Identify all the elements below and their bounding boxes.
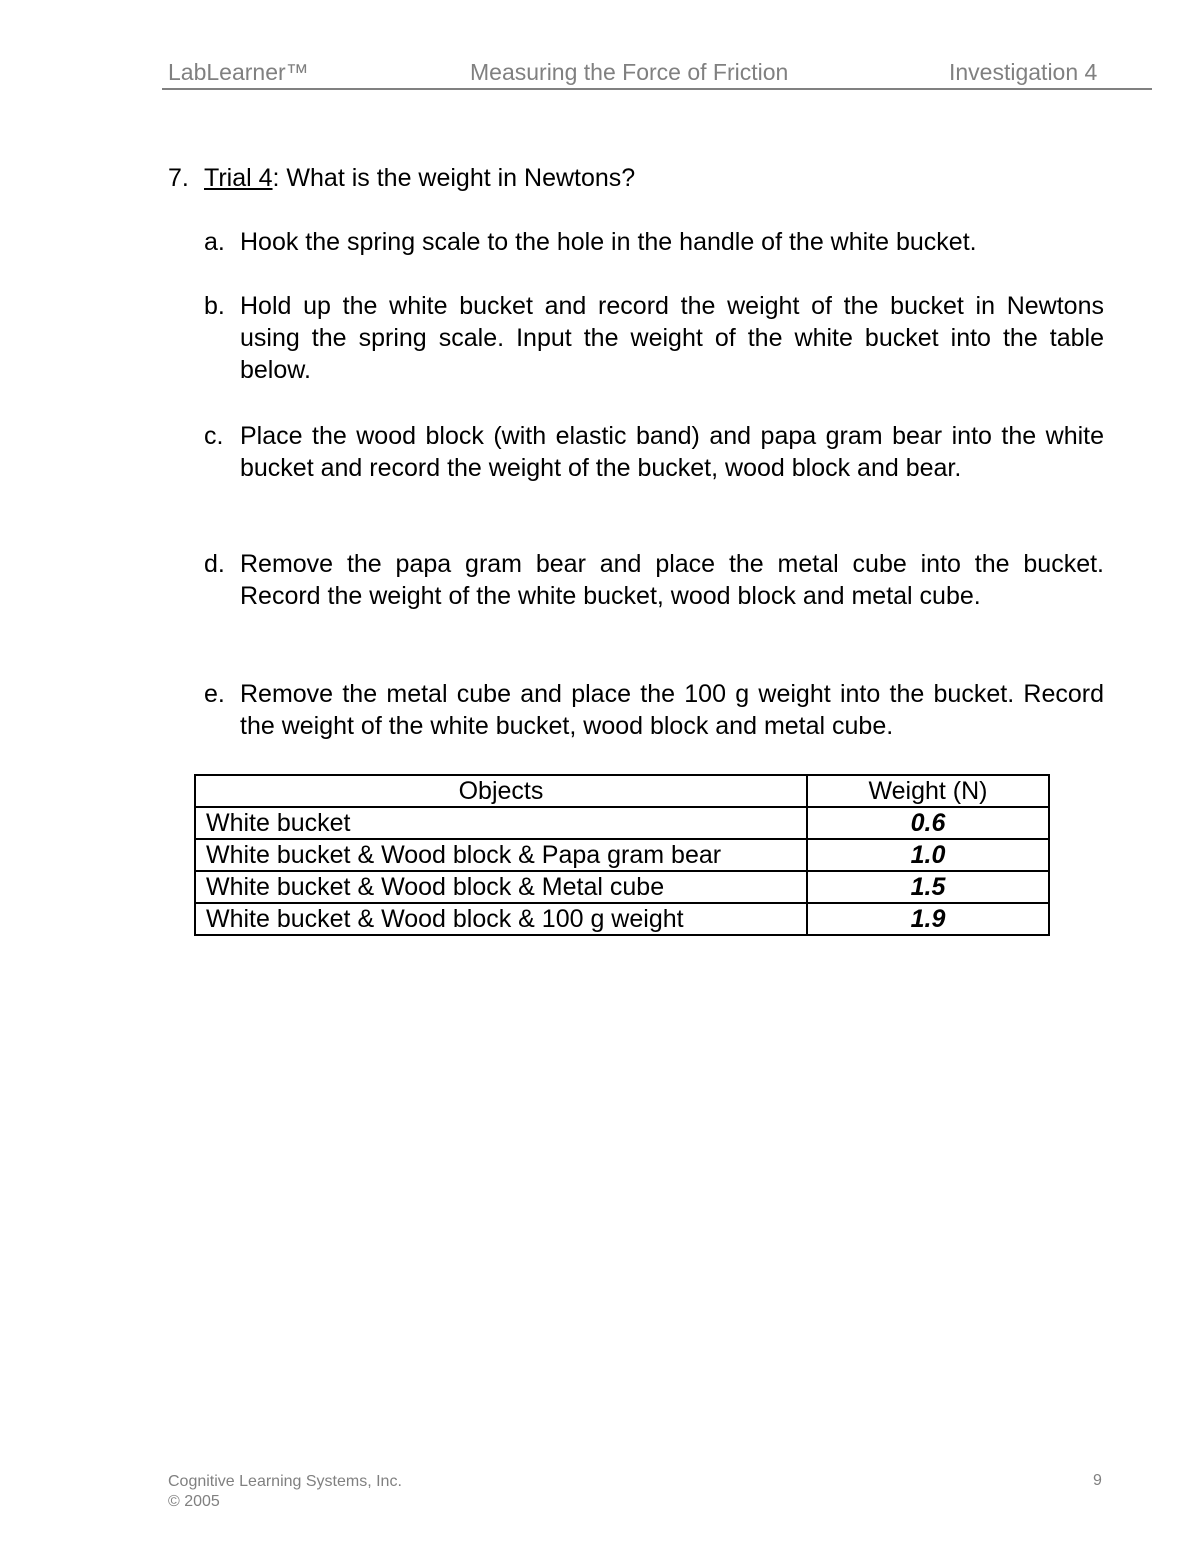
table-row bbox=[195, 807, 1049, 839]
step-number: 7. bbox=[168, 164, 189, 192]
object-cell: White bucket bbox=[195, 807, 807, 839]
header-brand: LabLearner™ bbox=[168, 59, 309, 85]
table-header-row bbox=[195, 775, 1049, 807]
footer-company: Cognitive Learning Systems, Inc. bbox=[168, 1473, 402, 1490]
item-text: Hook the spring scale to the hole in the handle of the white bucket. bbox=[240, 228, 977, 256]
instruction-item-d bbox=[204, 548, 1104, 612]
step-heading bbox=[168, 164, 635, 193]
item-text: Hold up the white bucket and record the weight of the bucket in Newtons using the spring scale. Input the weight of the white bucket into the table below. bbox=[240, 292, 1104, 384]
instruction-item-a bbox=[204, 226, 1104, 258]
table-row bbox=[195, 839, 1049, 871]
header-title: Measuring the Force of Friction bbox=[470, 59, 789, 85]
table-row bbox=[195, 871, 1049, 903]
step-question: : What is the weight in Newtons? bbox=[272, 164, 636, 192]
item-text: Remove the papa gram bear and place the metal cube into the bucket. Record the weight of the white bucket, wood block and metal cube. bbox=[240, 550, 1104, 610]
item-text: Remove the metal cube and place the 100 g weight into the bucket. Record the weight of the white bucket, wood block and metal cube. bbox=[240, 680, 1104, 740]
weight-cell: 1.9 bbox=[807, 903, 1049, 935]
object-cell: White bucket & Wood block & Metal cube bbox=[195, 871, 807, 903]
column-header-objects: Objects bbox=[195, 775, 807, 807]
instruction-item-b bbox=[204, 290, 1104, 386]
table-row bbox=[195, 903, 1049, 935]
weights-table bbox=[194, 774, 1050, 936]
object-cell: White bucket & Wood block & Papa gram bear bbox=[195, 839, 807, 871]
instruction-item-c bbox=[204, 420, 1104, 484]
item-letter: b. bbox=[204, 292, 225, 320]
column-header-weight: Weight (N) bbox=[807, 775, 1049, 807]
footer-copyright: © 2005 bbox=[168, 1493, 220, 1510]
instruction-item-e bbox=[204, 678, 1104, 742]
item-letter: d. bbox=[204, 550, 225, 578]
page-number: 9 bbox=[1093, 1472, 1102, 1489]
step-label: Trial 4 bbox=[204, 164, 273, 192]
weight-cell: 1.5 bbox=[807, 871, 1049, 903]
item-letter: e. bbox=[204, 680, 225, 708]
item-letter: a. bbox=[204, 228, 225, 256]
page-footer bbox=[168, 1472, 402, 1512]
weight-cell: 1.0 bbox=[807, 839, 1049, 871]
item-letter: c. bbox=[204, 422, 224, 450]
page-header bbox=[162, 56, 1152, 90]
item-text: Place the wood block (with elastic band) and papa gram bear into the white bucket and record the weight of the bucket, wood block and bear. bbox=[240, 422, 1104, 482]
object-cell: White bucket & Wood block & 100 g weight bbox=[195, 903, 807, 935]
header-section: Investigation 4 bbox=[949, 59, 1098, 85]
weight-cell: 0.6 bbox=[807, 807, 1049, 839]
